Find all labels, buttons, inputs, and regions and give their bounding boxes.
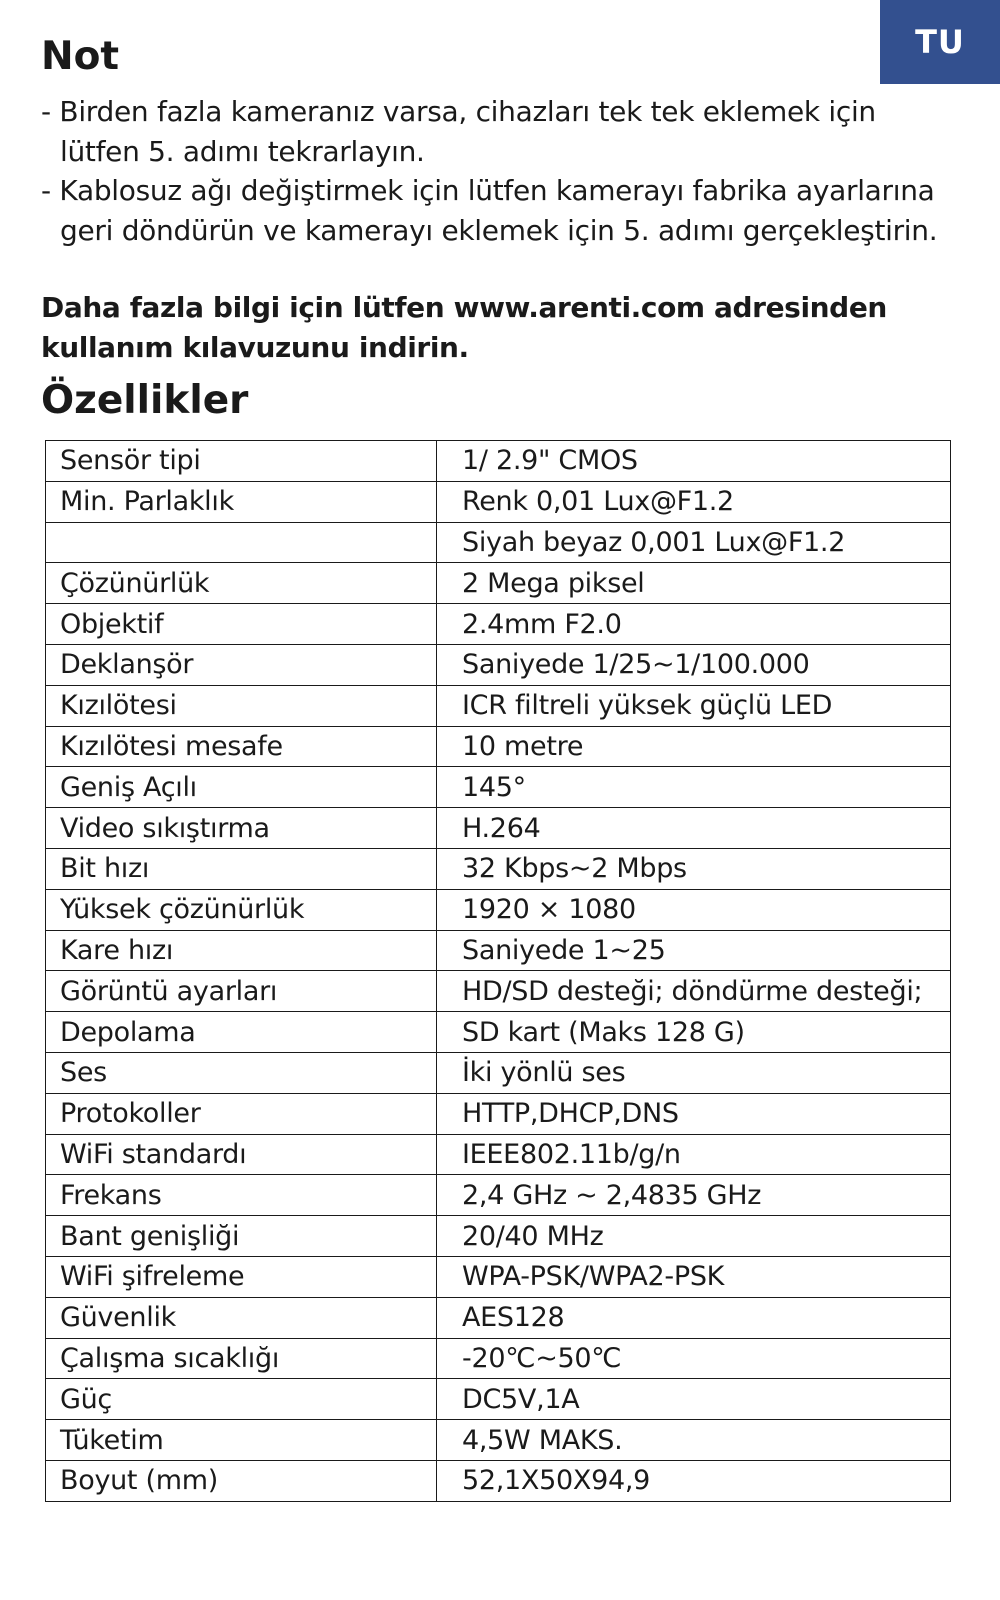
spec-value: 20/40 MHz bbox=[437, 1216, 951, 1257]
spec-value: HTTP,DHCP,DNS bbox=[437, 1093, 951, 1134]
spec-label: Tüketim bbox=[46, 1420, 437, 1461]
table-row bbox=[46, 1256, 951, 1297]
table-row bbox=[46, 767, 951, 808]
spec-value: 52,1X50X94,9 bbox=[437, 1460, 951, 1501]
spec-label: Güvenlik bbox=[46, 1297, 437, 1338]
spec-label: WiFi standardı bbox=[46, 1134, 437, 1175]
spec-value: 145° bbox=[437, 767, 951, 808]
spec-value: ICR filtreli yüksek güçlü LED bbox=[437, 685, 951, 726]
spec-label bbox=[46, 522, 437, 563]
spec-value: AES128 bbox=[437, 1297, 951, 1338]
spec-value: Saniyede 1~25 bbox=[437, 930, 951, 971]
table-row bbox=[46, 808, 951, 849]
spec-label: Kızılötesi bbox=[46, 685, 437, 726]
spec-value: 32 Kbps~2 Mbps bbox=[437, 848, 951, 889]
spec-label: Görüntü ayarları bbox=[46, 971, 437, 1012]
spec-label: Frekans bbox=[46, 1175, 437, 1216]
table-row bbox=[46, 1297, 951, 1338]
table-row bbox=[46, 1460, 951, 1501]
spec-label: Kare hızı bbox=[46, 930, 437, 971]
table-row bbox=[46, 1175, 951, 1216]
table-row bbox=[46, 522, 951, 563]
table-row bbox=[46, 685, 951, 726]
spec-value: 2 Mega piksel bbox=[437, 563, 951, 604]
table-row bbox=[46, 604, 951, 645]
spec-value: Siyah beyaz 0,001 Lux@F1.2 bbox=[437, 522, 951, 563]
table-row bbox=[46, 848, 951, 889]
more-info-text: Daha fazla bilgi için lütfen www.arenti.com adresinden kullanım kılavuzunu indirin. bbox=[41, 291, 887, 364]
spec-label: Deklanşör bbox=[46, 644, 437, 685]
spec-value: HD/SD desteği; döndürme desteği; bbox=[437, 971, 951, 1012]
specs-table bbox=[45, 440, 951, 1502]
spec-label: Bant genişliği bbox=[46, 1216, 437, 1257]
spec-label: Min. Parlaklık bbox=[46, 481, 437, 522]
spec-label: Kızılötesi mesafe bbox=[46, 726, 437, 767]
note-list bbox=[41, 92, 961, 250]
table-row bbox=[46, 1420, 951, 1461]
spec-value: IEEE802.11b/g/n bbox=[437, 1134, 951, 1175]
spec-value: 1920 × 1080 bbox=[437, 889, 951, 930]
table-row bbox=[46, 1093, 951, 1134]
spec-label: Güç bbox=[46, 1379, 437, 1420]
spec-label: Yüksek çözünürlük bbox=[46, 889, 437, 930]
table-row bbox=[46, 1052, 951, 1093]
specs-heading: Özellikler bbox=[41, 378, 249, 423]
table-row bbox=[46, 971, 951, 1012]
spec-value: Saniyede 1/25~1/100.000 bbox=[437, 644, 951, 685]
spec-label: Geniş Açılı bbox=[46, 767, 437, 808]
spec-value: H.264 bbox=[437, 808, 951, 849]
spec-label: Bit hızı bbox=[46, 848, 437, 889]
table-row bbox=[46, 930, 951, 971]
spec-label: Ses bbox=[46, 1052, 437, 1093]
table-row bbox=[46, 563, 951, 604]
note-heading: Not bbox=[41, 34, 120, 79]
spec-value: 1/ 2.9" CMOS bbox=[437, 441, 951, 482]
spec-label: Protokoller bbox=[46, 1093, 437, 1134]
spec-value: -20℃~50℃ bbox=[437, 1338, 951, 1379]
language-tab: TU bbox=[880, 0, 1000, 84]
spec-value: 2.4mm F2.0 bbox=[437, 604, 951, 645]
spec-label: Video sıkıştırma bbox=[46, 808, 437, 849]
spec-label: Çalışma sıcaklığı bbox=[46, 1338, 437, 1379]
note-item: - Birden fazla kameranız varsa, cihazları tek tek eklemek için lütfen 5. adımı tekrarlayın. bbox=[41, 92, 961, 171]
spec-value: WPA-PSK/WPA2-PSK bbox=[437, 1256, 951, 1297]
spec-value: 4,5W MAKS. bbox=[437, 1420, 951, 1461]
table-row bbox=[46, 481, 951, 522]
table-row bbox=[46, 726, 951, 767]
spec-label: Sensör tipi bbox=[46, 441, 437, 482]
spec-value: Renk 0,01 Lux@F1.2 bbox=[437, 481, 951, 522]
table-row bbox=[46, 1216, 951, 1257]
table-row bbox=[46, 1379, 951, 1420]
table-row bbox=[46, 1134, 951, 1175]
note-item: - Kablosuz ağı değiştirmek için lütfen kamerayı fabrika ayarlarına geri döndürün ve kamerayı eklemek için 5. adımı gerçekleştirin. bbox=[41, 171, 961, 250]
table-row bbox=[46, 1338, 951, 1379]
table-row bbox=[46, 441, 951, 482]
spec-label: Objektif bbox=[46, 604, 437, 645]
spec-label: Çözünürlük bbox=[46, 563, 437, 604]
spec-value: SD kart (Maks 128 G) bbox=[437, 1012, 951, 1053]
spec-label: Boyut (mm) bbox=[46, 1460, 437, 1501]
spec-value: İki yönlü ses bbox=[437, 1052, 951, 1093]
spec-label: WiFi şifreleme bbox=[46, 1256, 437, 1297]
spec-value: 10 metre bbox=[437, 726, 951, 767]
table-row bbox=[46, 889, 951, 930]
spec-value: 2,4 GHz ~ 2,4835 GHz bbox=[437, 1175, 951, 1216]
table-row bbox=[46, 644, 951, 685]
spec-label: Depolama bbox=[46, 1012, 437, 1053]
spec-value: DC5V,1A bbox=[437, 1379, 951, 1420]
table-row bbox=[46, 1012, 951, 1053]
